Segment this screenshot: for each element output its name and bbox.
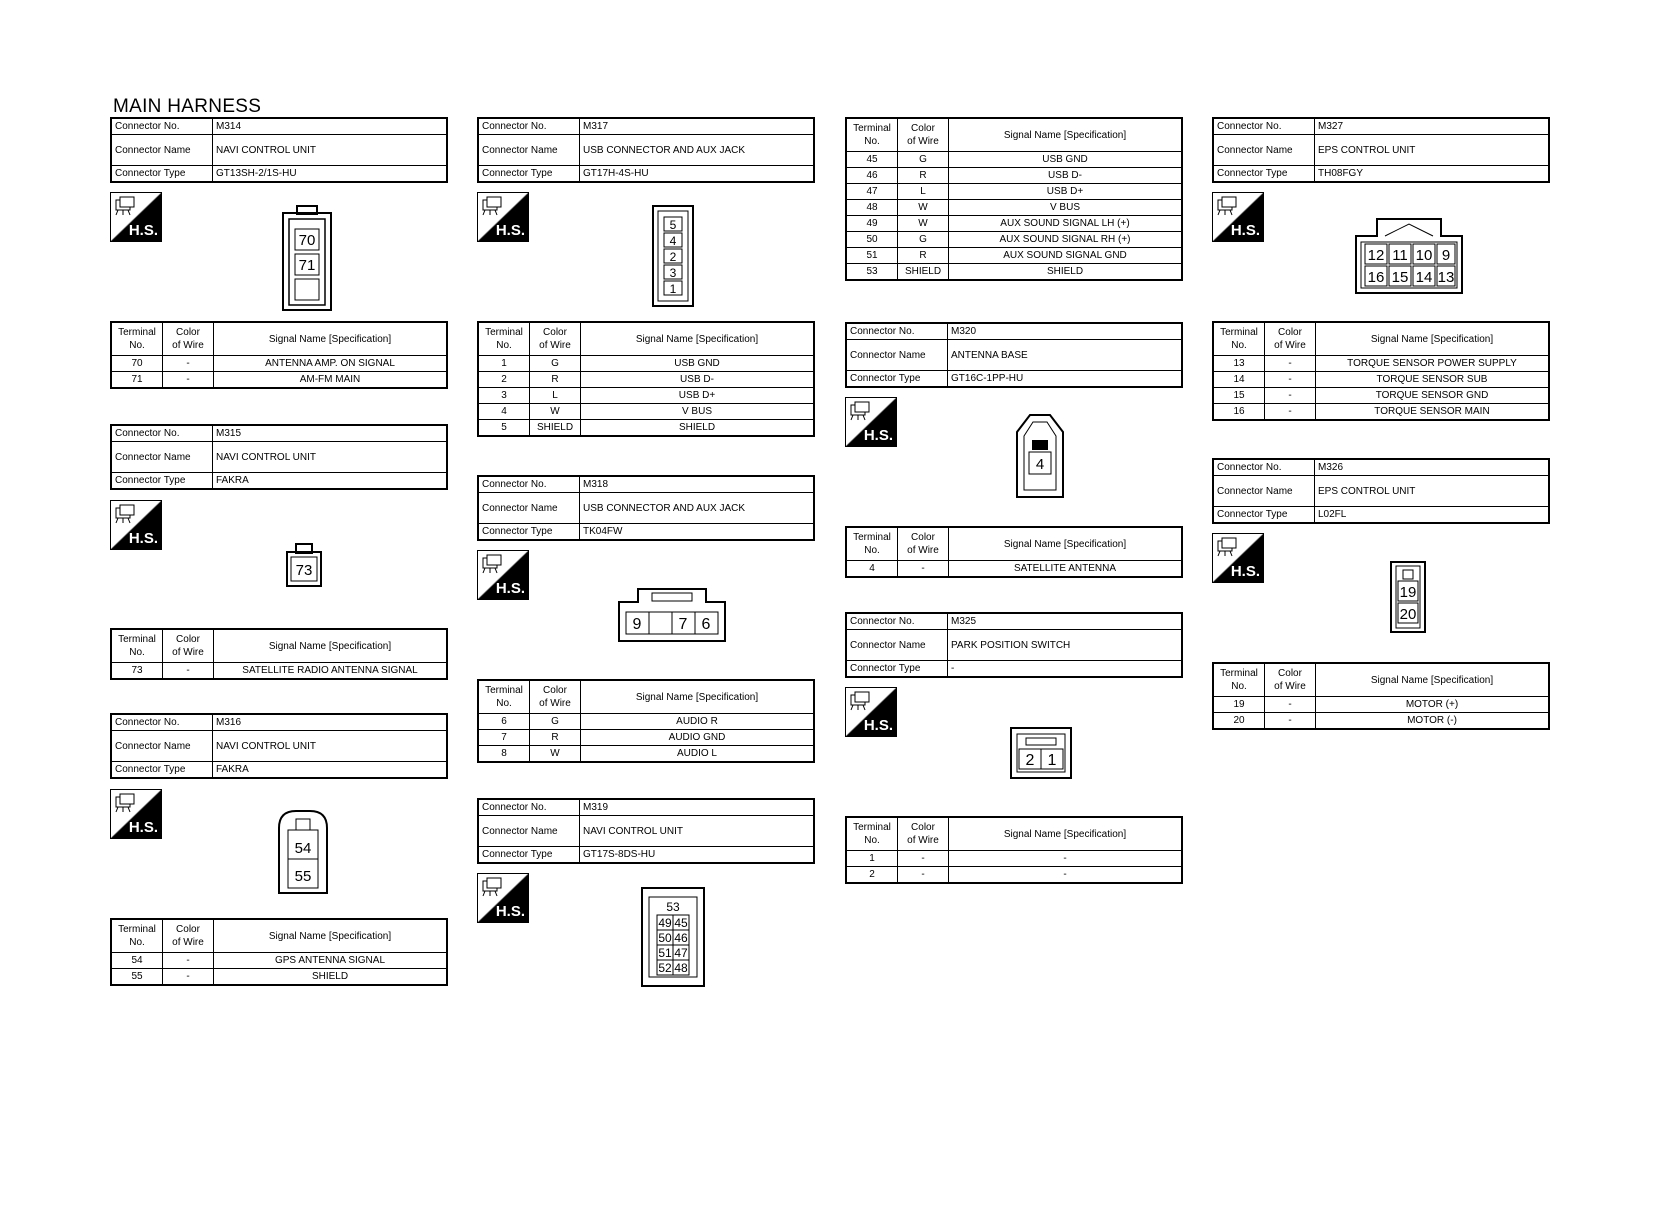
connector-symbol-icon xyxy=(114,793,138,813)
table-row: 4 W V BUS xyxy=(478,404,814,420)
connector-type-value: TK04FW xyxy=(580,524,815,541)
table-row: 7 R AUDIO GND xyxy=(478,730,814,746)
table-row: 3 L USB D+ xyxy=(478,388,814,404)
table-row: 48 W V BUS xyxy=(846,200,1182,216)
connector-name-value: NAVI CONTROL UNIT xyxy=(580,816,815,847)
connector-no-value: M318 xyxy=(580,476,815,493)
table-row: 8 W AUDIO L xyxy=(478,746,814,763)
connector-no-label: Connector No. xyxy=(111,118,213,135)
table-row: 47 L USB D+ xyxy=(846,184,1182,200)
m320-header-table: Connector No. M320 Connector Name ANTENNA BASE Connector Type GT16C-1PP-HU xyxy=(845,322,1183,388)
harness-side-icon: H.S. xyxy=(477,873,529,923)
pin-50: 50 xyxy=(658,931,672,945)
connector-type-label: Connector Type xyxy=(111,166,213,183)
pin-1: 1 xyxy=(669,282,677,296)
connector-no-value: M319 xyxy=(580,799,815,816)
connector-symbol-icon xyxy=(481,554,505,574)
connector-name-value: NAVI CONTROL UNIT xyxy=(213,442,448,473)
m325-connector-face xyxy=(1010,727,1072,779)
connector-type-value: GT17H-4S-HU xyxy=(580,166,815,183)
m316-terminal-table: Terminal No. Color of Wire Signal Name [Specification] 54 - GPS ANTENNA SIGNAL 55 - SHIELD xyxy=(110,918,448,986)
pin-70: 70 xyxy=(298,232,316,249)
pin-46: 46 xyxy=(674,931,688,945)
m314-connector-face xyxy=(282,205,332,311)
table-row: 49 W AUX SOUND SIGNAL LH (+) xyxy=(846,216,1182,232)
connector-symbol-icon xyxy=(481,877,505,897)
m320-terminal-table: Terminal No. Color of Wire Signal Name [Specification] 4 - SATELLITE ANTENNA xyxy=(845,526,1183,578)
connector-no-value: M325 xyxy=(948,613,1183,630)
m317-header-table: Connector No. M317 Connector Name USB CONNECTOR AND AUX JACK Connector Type GT17H-4S-HU xyxy=(477,117,815,183)
pin-11: 11 xyxy=(1392,247,1408,264)
pin-54: 54 xyxy=(294,840,312,857)
pin-52: 52 xyxy=(658,961,672,975)
pin-48: 48 xyxy=(674,961,688,975)
connector-name-value: USB CONNECTOR AND AUX JACK xyxy=(580,135,815,166)
pin-1: 1 xyxy=(1047,752,1057,769)
pin-14: 14 xyxy=(1415,269,1433,286)
color-header: Color of Wire xyxy=(163,322,214,356)
table-row: 55 - SHIELD xyxy=(111,969,447,986)
pin-4: 4 xyxy=(669,234,677,248)
connector-no-value: M326 xyxy=(1315,459,1550,476)
table-row: 53 SHIELD SHIELD xyxy=(846,264,1182,281)
connector-type-value: - xyxy=(948,661,1183,678)
m314-terminal-table xyxy=(110,321,448,389)
pin-47: 47 xyxy=(674,946,688,960)
connector-type-value: TH08FGY xyxy=(1315,166,1550,183)
connector-name-value: PARK POSITION SWITCH xyxy=(948,630,1183,661)
pin-53: 53 xyxy=(666,900,680,914)
connector-type-value: GT17S-8DS-HU xyxy=(580,847,815,864)
m316-connector-face xyxy=(278,810,328,894)
harness-side-icon: H.S. xyxy=(1212,192,1264,242)
pin-3: 3 xyxy=(669,266,677,280)
connector-no-value: M317 xyxy=(580,118,815,135)
m320-connector-face xyxy=(1016,414,1064,498)
table-row: 4 - SATELLITE ANTENNA xyxy=(846,561,1182,578)
pin-5: 5 xyxy=(669,218,677,232)
connector-no-value: M320 xyxy=(948,323,1183,340)
table-row: 54 - GPS ANTENNA SIGNAL xyxy=(111,953,447,969)
m319-connector-face xyxy=(641,887,705,987)
table-row: 46 R USB D- xyxy=(846,168,1182,184)
signal-header: Signal Name [Specification] xyxy=(214,322,448,356)
table-row: 71 - AM-FM MAIN xyxy=(111,372,447,389)
harness-side-icon: H.S. xyxy=(477,550,529,600)
harness-side-icon: H.S. xyxy=(1212,533,1264,583)
connector-type-value: FAKRA xyxy=(213,473,448,490)
pin-45: 45 xyxy=(674,916,688,930)
page-title: MAIN HARNESS xyxy=(113,96,262,117)
connector-symbol-icon xyxy=(481,196,505,216)
connector-type-value: L02FL xyxy=(1315,507,1550,524)
m317-connector-face xyxy=(652,205,694,307)
pin-10: 10 xyxy=(1415,247,1433,264)
connector-type-value: GT13SH-2/1S-HU xyxy=(213,166,448,183)
pin-2: 2 xyxy=(669,250,677,264)
connector-type-value: FAKRA xyxy=(213,762,448,779)
connector-symbol-icon xyxy=(849,401,873,421)
m327-header-table: Connector No. M327 Connector Name EPS CONTROL UNIT Connector Type TH08FGY xyxy=(1212,117,1550,183)
connector-name-value: NAVI CONTROL UNIT xyxy=(213,135,448,166)
m326-terminal-table: Terminal No. Color of Wire Signal Name [Specification] 19 - MOTOR (+) 20 - MOTOR (-) xyxy=(1212,662,1550,730)
connector-name-value: NAVI CONTROL UNIT xyxy=(213,731,448,762)
pin-55: 55 xyxy=(294,868,312,885)
harness-side-icon xyxy=(110,192,162,242)
connector-symbol-icon xyxy=(114,196,138,216)
table-row: 15 - TORQUE SENSOR GND xyxy=(1213,388,1549,404)
pin-9: 9 xyxy=(1441,247,1451,264)
connector-symbol-icon xyxy=(1216,196,1240,216)
m315-connector-face xyxy=(286,543,322,587)
pin-2: 2 xyxy=(1025,752,1035,769)
m316-header-table: Connector No. M316 Connector Name NAVI CONTROL UNIT Connector Type FAKRA xyxy=(110,713,448,779)
connector-name-value: ANTENNA BASE xyxy=(948,340,1183,371)
harness-side-icon: H.S. xyxy=(845,687,897,737)
table-row: 2 - - xyxy=(846,867,1182,884)
m315-terminal-table: Terminal No. Color of Wire Signal Name [Specification] 73 - SATELLITE RADIO ANTENNA SIGNAL xyxy=(110,628,448,680)
pin-20: 20 xyxy=(1399,606,1417,623)
harness-side-icon: H.S. xyxy=(477,192,529,242)
pin-9: 9 xyxy=(632,616,642,633)
table-row: 20 - MOTOR (-) xyxy=(1213,713,1549,730)
table-row: 45 G USB GND xyxy=(846,152,1182,168)
table-row: 5 SHIELD SHIELD xyxy=(478,420,814,437)
connector-symbol-icon xyxy=(114,504,138,524)
connector-no-value: M327 xyxy=(1315,118,1550,135)
m318-header-table: Connector No. M318 Connector Name USB CONNECTOR AND AUX JACK Connector Type TK04FW xyxy=(477,475,815,541)
m325-terminal-table: Terminal No. Color of Wire Signal Name [Specification] 1 - - 2 - - xyxy=(845,816,1183,884)
m319-terminal-table: Terminal No. Color of Wire Signal Name [Specification] 45 G USB GND 46 R USB D- 47 L USB D+ 48 W V BUS 49 W AUX SOUND SIGNAL LH (+) 50 G AUX SOUND SIGNAL RH (+) 51 R AUX SOUND SIGNAL GND 53 SHIELD SHIELD xyxy=(845,117,1183,281)
m325-header-table: Connector No. M325 Connector Name PARK POSITION SWITCH Connector Type - xyxy=(845,612,1183,678)
m318-terminal-table: Terminal No. Color of Wire Signal Name [Specification] 6 G AUDIO R 7 R AUDIO GND 8 W AUDIO L xyxy=(477,679,815,763)
connector-name-label: Connector Name xyxy=(111,135,213,166)
pin-19: 19 xyxy=(1399,584,1417,601)
m327-connector-face xyxy=(1355,218,1463,294)
table-row: 16 - TORQUE SENSOR MAIN xyxy=(1213,404,1549,421)
m315-header-table: Connector No. M315 Connector Name NAVI CONTROL UNIT Connector Type FAKRA xyxy=(110,424,448,490)
table-row: 51 R AUX SOUND SIGNAL GND xyxy=(846,248,1182,264)
pin-7: 7 xyxy=(678,616,688,633)
harness-side-icon: H.S. xyxy=(110,789,162,839)
terminal-no-header: Terminal No. xyxy=(111,322,163,356)
m319-header-table: Connector No. M319 Connector Name NAVI CONTROL UNIT Connector Type GT17S-8DS-HU xyxy=(477,798,815,864)
pin-12: 12 xyxy=(1367,247,1385,264)
table-row: 50 G AUX SOUND SIGNAL RH (+) xyxy=(846,232,1182,248)
table-row: 19 - MOTOR (+) xyxy=(1213,697,1549,713)
m317-terminal-table: Terminal No. Color of Wire Signal Name [Specification] 1 G USB GND 2 R USB D- 3 L USB D+ 4 W V BUS 5 SHIELD SHIELD xyxy=(477,321,815,437)
pin-73: 73 xyxy=(295,562,313,579)
table-row: 14 - TORQUE SENSOR SUB xyxy=(1213,372,1549,388)
m318-connector-face xyxy=(618,588,726,642)
pin-13: 13 xyxy=(1437,269,1455,286)
m326-connector-face xyxy=(1390,561,1426,633)
harness-side-icon: H.S. xyxy=(845,397,897,447)
pin-15: 15 xyxy=(1391,269,1409,286)
m326-header-table: Connector No. M326 Connector Name EPS CONTROL UNIT Connector Type L02FL xyxy=(1212,458,1550,524)
table-row: 2 R USB D- xyxy=(478,372,814,388)
table-row: 70 - ANTENNA AMP. ON SIGNAL xyxy=(111,356,447,372)
pin-6: 6 xyxy=(701,616,711,633)
pin-51: 51 xyxy=(658,946,672,960)
table-row: 1 - - xyxy=(846,851,1182,867)
connector-name-value: EPS CONTROL UNIT xyxy=(1315,476,1550,507)
table-row: 1 G USB GND xyxy=(478,356,814,372)
pin-71: 71 xyxy=(298,257,316,274)
connector-type-value: GT16C-1PP-HU xyxy=(948,371,1183,388)
connector-no-value: M315 xyxy=(213,425,448,442)
connector-name-value: EPS CONTROL UNIT xyxy=(1315,135,1550,166)
pin-16: 16 xyxy=(1367,269,1385,286)
harness-side-icon: H.S. xyxy=(110,500,162,550)
pin-4: 4 xyxy=(1035,456,1045,473)
m314-header-table xyxy=(110,117,448,183)
table-row: 13 - TORQUE SENSOR POWER SUPPLY xyxy=(1213,356,1549,372)
connector-symbol-icon xyxy=(849,691,873,711)
table-row: 6 G AUDIO R xyxy=(478,714,814,730)
hs-label: H.S. xyxy=(128,222,158,239)
connector-symbol-icon xyxy=(1216,537,1240,557)
pin-49: 49 xyxy=(658,916,672,930)
m327-terminal-table: Terminal No. Color of Wire Signal Name [Specification] 13 - TORQUE SENSOR POWER SUPPLY 14 - TORQUE SENSOR SUB 15 - TORQUE SENSOR GND 16 - TORQUE SENSOR MAIN xyxy=(1212,321,1550,421)
connector-name-value: USB CONNECTOR AND AUX JACK xyxy=(580,493,815,524)
connector-no-value: M316 xyxy=(213,714,448,731)
connector-no-value: M314 xyxy=(213,118,448,135)
table-row: 73 - SATELLITE RADIO ANTENNA SIGNAL xyxy=(111,663,447,680)
